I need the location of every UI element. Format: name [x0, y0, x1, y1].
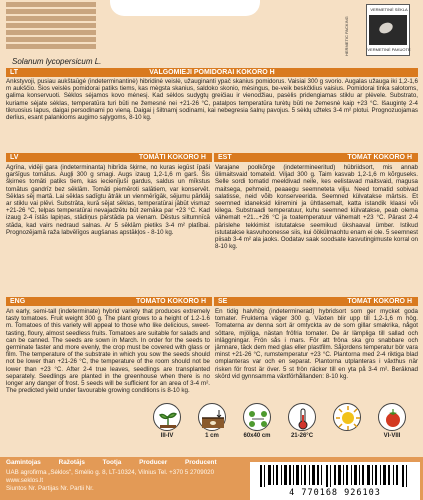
section-text-lt: Ankstyvoji, pusiau aukštaūgė (indeterminantinė) hibridinė veislė, užauginanti ypač skanius pomidorus. Vaisiai 300 g svorio. Augalas užauga iki 1,2-1,6 m aukščio. Šios veislės pomidorai patiks tiems, kas mėgsta skanius, saldoko skonio, mėsingus, be-veik beskčklius vaisius. Pomidorai tinka salotoms, galima konservuoti. Sėklos sėjamos kovo mėnesį. Kad sėklos sudygtų greičiau ir vienodžiau, pasėlis pridengiamas stiklu ar plėvele. Substrato, kuriame sėjate sėklas, temperatūra turi būti ne žemesnė nei +21-26 °C, patalpos temperatūra turėtų būti ne žemesnė kaip +23 °C. Išaugintę 2-4 tikruosius lapus, daigai persodinami po vieną. Daigai į šiltnamį sodinami, kai nebegresia šalnų pavojus. 5 sėklų užteks 3-4 m² plotui. Prognozuojamas derlius, esant palankioms augimo sąlygoms, 8-10 kg. — [6, 78, 418, 122]
section-code: SE — [218, 298, 228, 305]
section-title: VALGOMIEJI POMIDORAI KOKORO H — [149, 69, 275, 76]
section-title: TOMAT KOKORO H — [347, 298, 412, 305]
sowing-depth-icon — [195, 403, 229, 445]
barcode — [250, 462, 420, 500]
section-header-lt — [6, 68, 418, 77]
icon-label: VI-VIII — [383, 433, 401, 439]
section-header-se — [214, 297, 418, 306]
producer-address: UAB agrofirma „Sėklos", Smėlio g. 8, LT-10324, Vilnius Tel. +370 5 2709020 www.seklos.lt — [6, 469, 215, 484]
producer-label: Producent — [184, 459, 217, 466]
section-code: EST — [218, 154, 232, 161]
section-title: TOMATO KOKORO H — [136, 298, 206, 305]
section-title: TOMAT KOKORO H — [347, 154, 412, 161]
section-text-est: Varajane poolkõrge (indetermineeritud) hübriidsort, mis annab ülimaitsvaid tomateid. Viljad 300 g. Taim kasvab 1,2-1,6 m kõrguseks. Selle sordi tomatid meeldivad neile, kes eelistavad maitsvaid, magusa maitsega, pehmeid, peaaegu seemneteta vilju. Need tomatid sobivad salatisse, neid võib konserveerida. Seemned külvatakse märtsis. Et seemned idaneksid kiiremini ja ühtlasemalt, katta istandik klaasi või kilega. Substraadi temperatuur, kuhu seemned külvatakse, peab olema vähemalt +21...+26 °C ja toatemperatuur vähemalt +23 °C. Pärast 2-4 pärislehe tekkimist istutatakse seemikud ükshaaval ümber. Istikud istutatakse kasvuhoonesse siis, kui öökülmaohtu enam ei ole. 5 seemnest piisab 3-4 m² ala jaoks. Oodatav saak soodsate kasvutingimuste korral on 8-10 kg. — [215, 164, 418, 251]
germination-temperature-icon — [285, 403, 319, 445]
section-title: TOMĀTI KOKORO H — [138, 154, 206, 161]
plant-spacing-icon — [240, 403, 274, 445]
hang-hole — [110, 0, 260, 16]
icon-label: 1 cm — [205, 433, 219, 439]
section-code: LV — [10, 154, 19, 161]
section-code: ENG — [10, 298, 26, 305]
section-text-lv: Agrīna, vidēji gara (indeterminanta) hibrīda šķirne, no kuras iegūst īpaši garšīgus tomātus. Augļi 300 g smagi. Augs izaug 1,2-1,6 m garš. Šis šķirnes tomāti patiks tiem, kas iecienījuši gardus, saldus un mīkstus tomātus gandrīz bez sēklām. Tomāti piemēroti salātiem, var konservēt. Sēklas sēj martā. Lai sēklas sadīgtu ātrāk un vienmērīgāk, sējumu pārklāj ar stiklu vai plēvi. Substrāta, kurā sējat sēklas, temperatūrai jābūt vismaz +21-26 °C, telpas temperatūrai nevajadzētu būt zemāka par +23 °C. Kad izaug 2-4 īstās lapiņas, stādiņus pārstāda pa vienam. Dēstus siltumnīcā stāda, kad vairs nedraud salnas. Ar 5 sēklām pietiks 3-4 m² platībai. Prognozējamā raža labvēlīgos augšanas apstākļos - 8-10 kg. — [6, 164, 210, 236]
section-header-lv — [6, 153, 212, 162]
icon-label: 21-26°C — [290, 433, 314, 439]
seedling-calendar-icon — [150, 403, 184, 445]
producer-label: Producer — [139, 459, 168, 466]
icon-label: 60x40 cm — [243, 433, 271, 439]
badge-caption: VERMETINĖ SĖKLA — [370, 7, 408, 12]
producer-labels — [6, 459, 246, 466]
hermetic-seed-badge — [356, 4, 420, 56]
batch-numbers: Siuntos Nr. Partijas Nr. Partii Nr. — [6, 485, 94, 492]
section-code: LT — [10, 69, 19, 76]
harvest-calendar-icon — [375, 403, 409, 445]
badge-footer: VERMETINĖ PAKUOTĖ — [367, 47, 411, 52]
producer-label: Tootja — [102, 459, 122, 466]
barcode-bars — [260, 465, 410, 487]
hermetic-packing-side-text: HERMETIC PACKING — [344, 16, 349, 56]
producer-label: Ražotājs — [58, 459, 85, 466]
growing-info-icons — [150, 403, 423, 455]
section-text-eng: An early, semi-tall (indeterminate) hybrid variety that produces extremely tasty tomatoes. Fruit weight 300 g. The plant grows to a height of 1.2-1.6 m. Tomatoes of this variety will appeal to those who like delicious, sweet-tasting, floury, almost seedless fruits. Tomatoes are suitable for salads and can be canned. The seeds are sown in March. In order for the seeds to germinate faster and more evenly, the crop must be covered with glass or film. The temperature of the substrate in which you sow the seeds should not be lower than +21-26 °C, the temperature of the room should not be lower than +23 °C. After 2-4 true leaves, seedlings are transplanted separately. Seedlings are planted in the greenhouse when there is no longer any danger of frost. 5 seeds will be sufficient for an area of 3-4 m². The predicted yield under favourable growing conditions is 8-10 kg. — [6, 308, 210, 395]
latin-name: Solanum lycopersicum L. — [12, 57, 102, 66]
printed-table-strip — [6, 2, 96, 51]
producer-label: Gamintojas — [6, 459, 41, 466]
section-text-se: En tidig halvhög (indeterminerad) hybridsort som ger mycket goda tomater. Frukterna väger 300 g. Växten blir upp till 1,2-1,6 m hög. Tomaterna av denna sort är omtyckta av de som gillar smakrika, något söttare, mjöliga, nästan fröfria tomater. De är lämpliga till sallad och inläggningar. Frön sås i mars. För att fröna ska gro snabbare och jämnare, täck dem med glas eller plastfilm. Såjordens temperatur bör vara minst +21-26 °C, rumstemperatur +23 °C. Plantorna med 2-4 riktiga blad omplanteras var och en separat. Plantorna utplanteras i växthus när risken för frost är över. 5 st frön räcker till en yta på 3-4 m². Beräknad skörd vid gynnsamma växtförhållanden: 8-10 kg. — [215, 308, 418, 380]
barcode-digits: 4 770168 926103 — [289, 488, 381, 498]
section-header-est — [214, 153, 418, 162]
sun-icon — [330, 403, 364, 445]
section-header-eng — [6, 297, 212, 306]
icon-label: III-IV — [160, 433, 174, 439]
